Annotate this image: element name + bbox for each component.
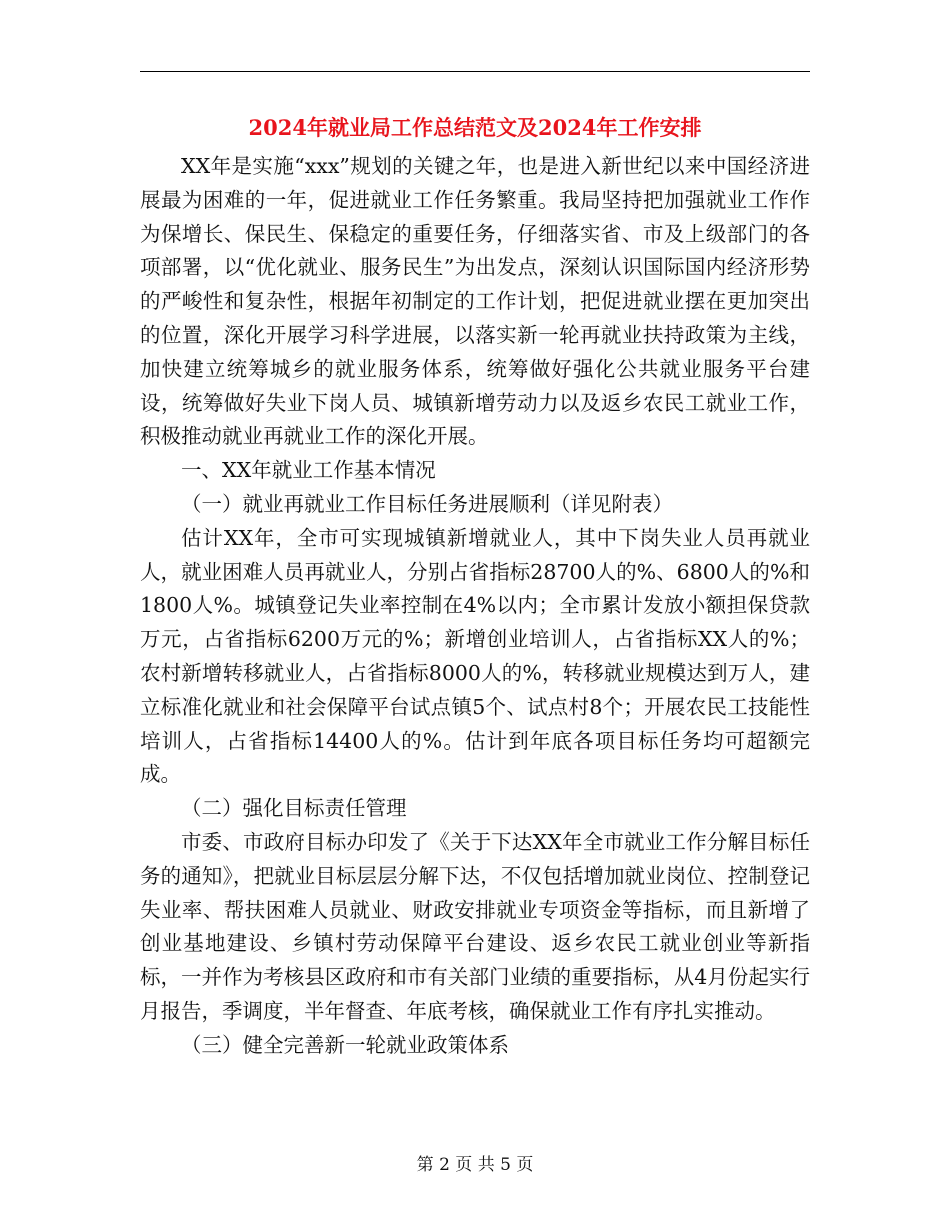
subsection-heading-3: （三）健全完善新一轮就业政策体系: [181, 1032, 509, 1057]
paragraph-responsibility: 市委、市政府目标办印发了《关于下达XX年全市就业工作分解目标任务的通知》，把就业目标层层分解下达，不仅包括增加就业岗位、控制登记失业率、帮扶困难人员就业、财政安排就业专项资金等指标，而且新增了创业基地建设、乡镇村劳动保障平台建设、返乡农民工就业创业等新指标，一并作为考核县区政府和市有关部门业绩的重要指标，从4月份起实行月报告，季调度，半年督查、年底考核，确保就业工作有序扎实推动。: [140, 829, 810, 1023]
section-heading-1: 一、XX年就业工作基本情况: [181, 458, 436, 483]
subsection-heading-1: （一）就业再就业工作目标任务进展顺利（详见附表）: [181, 491, 673, 516]
document-body: [140, 150, 810, 1063]
subsection-heading-2: （二）强化目标责任管理: [181, 796, 407, 821]
paragraph-targets: 估计XX年，全市可实现城镇新增就业人，其中下岗失业人员再就业人，就业困难人员再就业人，分别占省指标28700人的%、6800人的%和1800人%。城镇登记失业率控制在4%以内；全市累计发放小额担保贷款万元，占省指标6200万元的%；新增创业培训人，占省指标XX人的%；农村新增转移就业人，占省指标8000人的%，转移就业规模达到万人，建立标准化就业和社会保障平台试点镇5个、试点村8个；开展农民工技能性培训人，占省指标14400人的%。估计到年底各项目标任务均可超额完成。: [140, 525, 810, 787]
paragraph-intro: XX年是实施“xxx”规划的关键之年，也是进入新世纪以来中国经济进展最为困难的一年，促进就业工作任务繁重。我局坚持把加强就业工作作为保增长、保民生、保稳定的重要任务，仔细落实省、市及上级部门的各项部署，以“优化就业、服务民生”为出发点，深刻认识国际国内经济形势的严峻性和复杂性，根据年初制定的工作计划，把促进就业摆在更加突出的位置，深化开展学习科学进展，以落实新一轮再就业扶持政策为主线，加快建立统筹城乡的就业服务体系，统筹做好强化公共就业服务平台建设，统筹做好失业下岗人员、城镇新增劳动力以及返乡农民工就业工作，积极推动就业再就业工作的深化开展。: [140, 154, 810, 449]
document-title: 2024年就业局工作总结范文及2024年工作安排: [248, 115, 702, 140]
header-rule: [140, 71, 810, 72]
page-number-footer: 第 2 页 共 5 页: [416, 1155, 534, 1175]
